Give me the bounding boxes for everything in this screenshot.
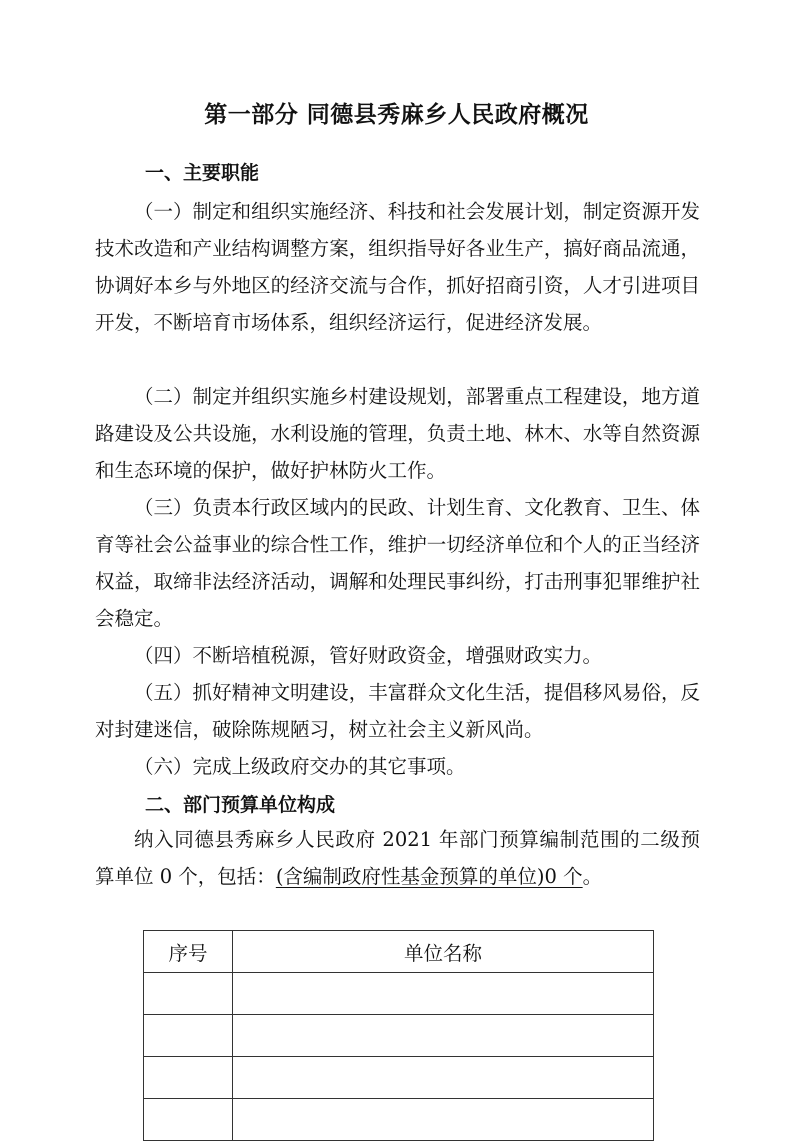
table-cell-number: [144, 1099, 233, 1141]
table-header-row: [144, 931, 654, 973]
page-title: 第一部分 同德县秀麻乡人民政府概况: [204, 102, 589, 128]
table-cell-unit-name: [233, 1099, 654, 1141]
function-paragraph-4: （四）不断培植税源，管好财政资金，增强财政实力。: [134, 644, 603, 667]
budget-units-text-end: 。: [582, 865, 603, 888]
table-header-number: 序号: [144, 931, 233, 973]
function-paragraph-2: （二）制定并组织实施乡村建设规划，部署重点工程建设，地方道路建设及公共设施，水利设施的管理，负责土地、林木、水等自然资源和生态环境的保护，做好护林防火工作。: [95, 385, 700, 482]
function-paragraph-5: （五）抓好精神文明建设，丰富群众文化生活，提倡移风易俗，反对封建迷信，破除陈规陋习，树立社会主义新风尚。: [95, 681, 700, 741]
budget-units-underlined-text: (含编制政府性基金预算的单位)0 个: [275, 865, 583, 888]
function-paragraph-3: （三）负责本行政区域内的民政、计划生育、文化教育、卫生、体育等社会公益事业的综合性工作，维护一切经济单位和个人的正当经济权益，取缔非法经济活动，调解和处理民事纠纷，打击刑事犯罪维护社会稳定。: [95, 496, 700, 630]
table-cell-unit-name: [233, 973, 654, 1015]
section-heading-budget-units: 二、部门预算单位构成: [145, 794, 336, 816]
table-row: [144, 1099, 654, 1141]
table-cell-number: [144, 973, 233, 1015]
table-row: [144, 1015, 654, 1057]
budget-units-paragraph: [95, 821, 700, 895]
table-cell-number: [144, 1015, 233, 1057]
budget-units-text: 纳入同德县秀麻乡人民政府 2021 年部门预算编制范围的二级预算单位 0 个，包括：: [95, 828, 700, 888]
budget-units-table: [143, 930, 654, 1141]
table-row: [144, 973, 654, 1015]
function-paragraph-1: （一）制定和组织实施经济、科技和社会发展计划，制定资源开发技术改造和产业结构调整方案，组织指导好各业生产，搞好商品流通，协调好本乡与外地区的经济交流与合作，抓好招商引资，人才引进项目开发，不断培育市场体系，组织经济运行，促进经济发展。: [95, 200, 700, 334]
table-cell-number: [144, 1057, 233, 1099]
function-paragraph-6: （六）完成上级政府交办的其它事项。: [134, 755, 466, 778]
section-heading-main-functions: 一、主要职能: [145, 162, 260, 184]
table-row: [144, 1057, 654, 1099]
table-cell-unit-name: [233, 1015, 654, 1057]
table-header-unit-name: 单位名称: [233, 931, 654, 973]
table-cell-unit-name: [233, 1057, 654, 1099]
